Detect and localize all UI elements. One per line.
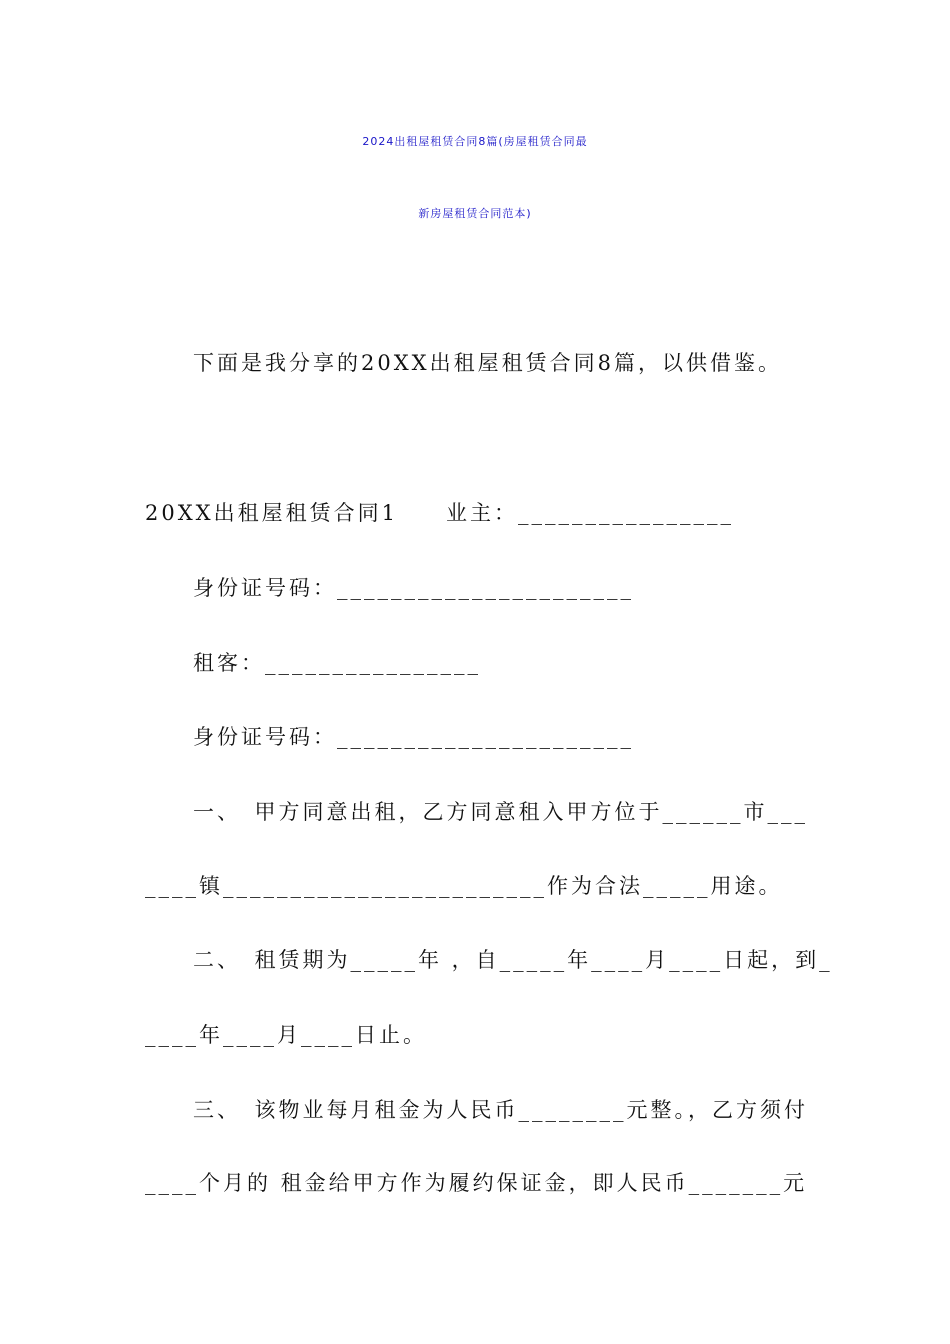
landlord-id-line: 身份证号码：______________________	[193, 576, 634, 600]
clause-3-line-2: ____个月的 租金给甲方作为履约保证金，即人民币_______元	[145, 1171, 808, 1195]
contract-heading-landlord: 20XX出租屋租赁合同1 业主：________________	[145, 501, 734, 525]
clause-3-line-1: 三、 该物业每月租金为人民币________元整。，乙方须付	[193, 1098, 808, 1122]
clause-2-line-1: 二、 租赁期为_____年 ，自_____年____月____日起，到_	[193, 948, 833, 972]
tenant-id-line: 身份证号码：______________________	[193, 725, 634, 749]
clause-2-line-2: ____年____月____日止。	[145, 1023, 427, 1047]
clause-1-line-2: ____镇________________________作为合法_____用途。	[145, 874, 783, 898]
clause-1-line-1: 一、 甲方同意出租，乙方同意租入甲方位于______市___	[193, 800, 808, 824]
document-title-line-2: 新房屋租赁合同范本)	[418, 207, 532, 220]
document-title-line-1: 2024出租屋租赁合同8篇(房屋租赁合同最	[362, 135, 588, 148]
tenant-line: 租客：________________	[193, 651, 481, 675]
intro-paragraph: 下面是我分享的20XX出租屋租赁合同8篇，以供借鉴。	[193, 351, 782, 375]
